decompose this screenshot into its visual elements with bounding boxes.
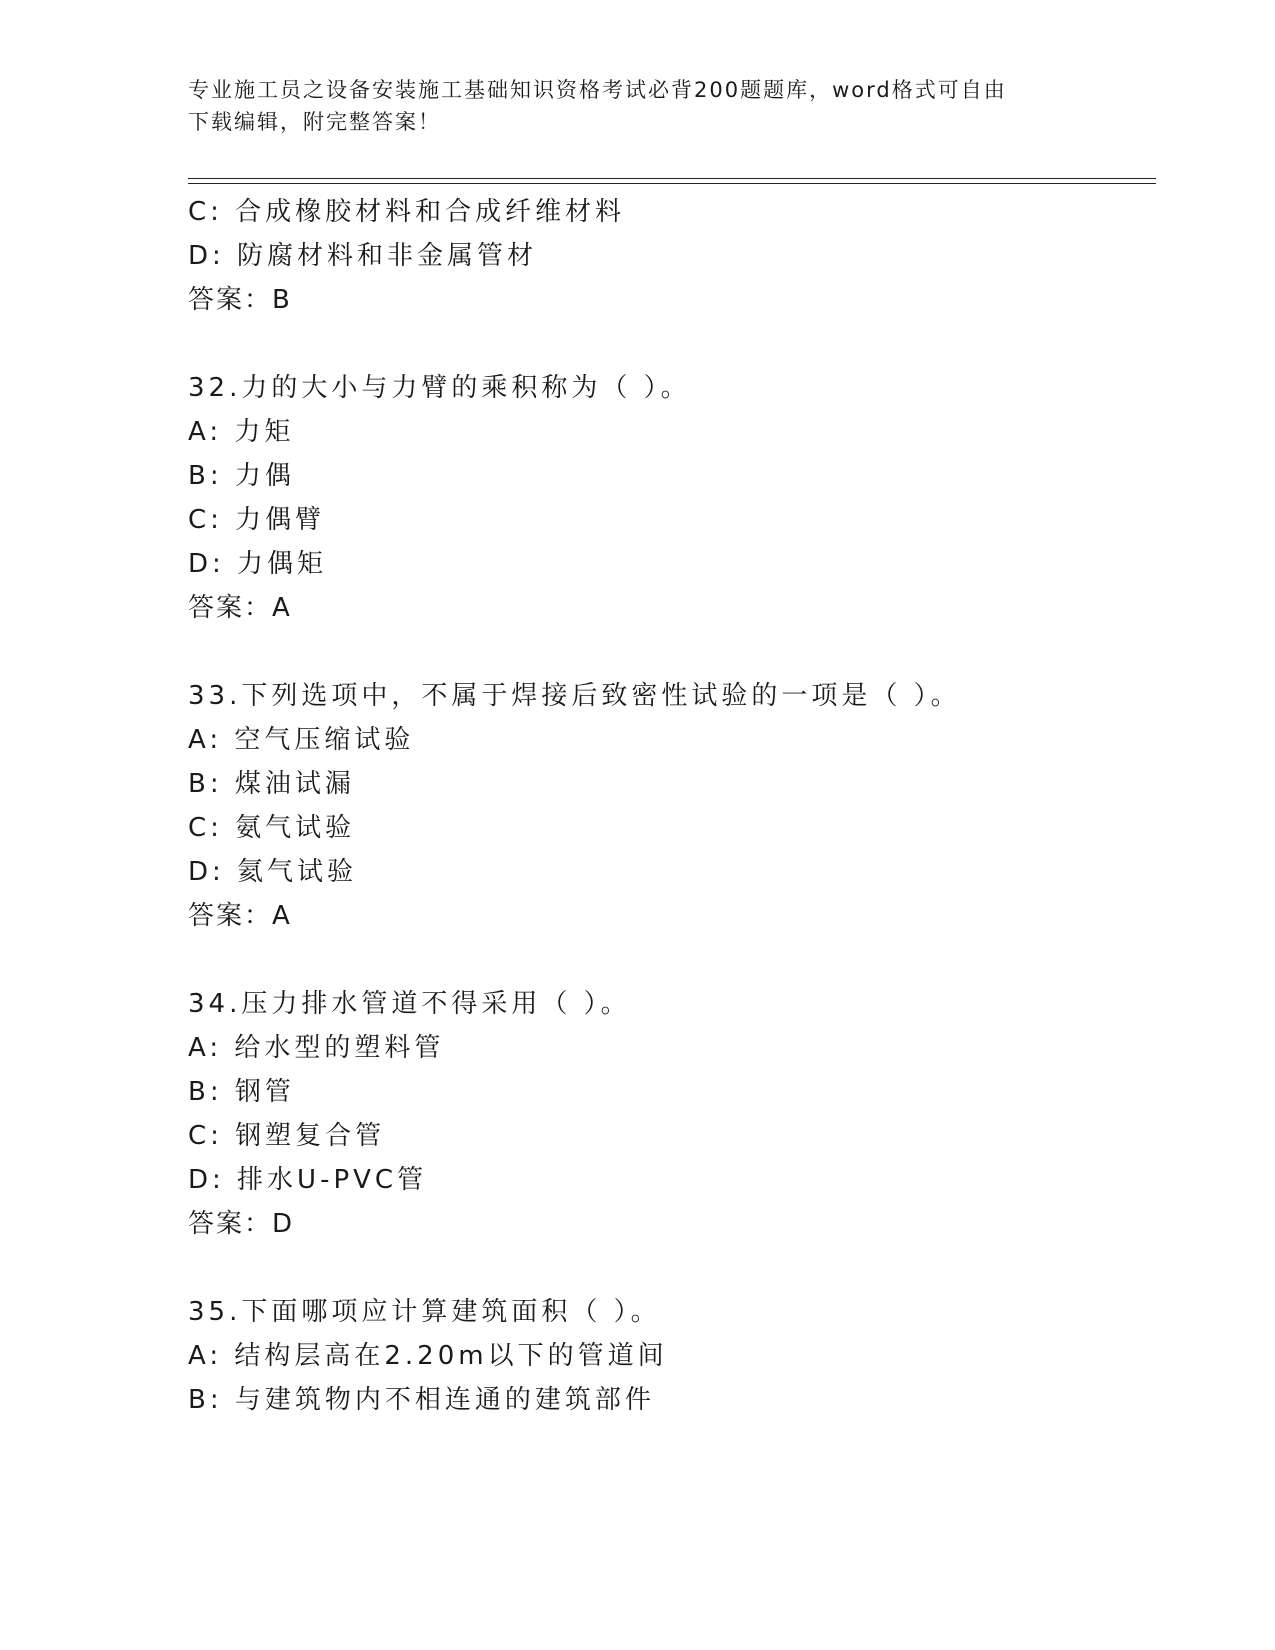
option-32-b: B: 力偶: [188, 461, 295, 491]
option-34-c: C: 钢塑复合管: [188, 1121, 386, 1151]
answer-31: 答案：B: [188, 285, 292, 315]
option-35-b: B: 与建筑物内不相连通的建筑部件: [188, 1385, 655, 1415]
option-34-b: B: 钢管: [188, 1077, 295, 1107]
option-32-c: C: 力偶臂: [188, 505, 326, 535]
header-rule-top: [188, 178, 1156, 179]
option-33-b: B: 煤油试漏: [188, 769, 355, 799]
option-35-a: A: 结构层高在2.20m以下的管道间: [188, 1341, 668, 1371]
question-33-stem: 33.下列选项中，不属于焊接后致密性试验的一项是（ ）。: [188, 681, 961, 711]
option-34-d: D: 排水U-PVC管: [188, 1165, 428, 1195]
question-35-stem: 35.下面哪项应计算建筑面积（ ）。: [188, 1297, 661, 1327]
option-31-c: C: 合成橡胶材料和合成纤维材料: [188, 197, 626, 227]
option-31-d: D: 防腐材料和非金属管材: [188, 241, 538, 271]
option-33-c: C: 氨气试验: [188, 813, 356, 843]
answer-32: 答案：A: [188, 593, 292, 623]
option-33-d: D: 氦气试验: [188, 857, 358, 887]
header-rule-bottom: [188, 183, 1156, 184]
option-33-a: A: 空气压缩试验: [188, 725, 415, 755]
header-line-2: 下载编辑，附完整答案！: [188, 110, 441, 134]
option-32-a: A: 力矩: [188, 417, 295, 447]
answer-33: 答案：A: [188, 901, 292, 931]
answer-34: 答案：D: [188, 1209, 295, 1239]
question-32-stem: 32.力的大小与力臂的乘积称为（ ）。: [188, 373, 691, 403]
document-header: [188, 74, 1088, 138]
option-34-a: A: 给水型的塑料管: [188, 1033, 445, 1063]
question-34-stem: 34.压力排水管道不得采用（ ）。: [188, 989, 631, 1019]
option-32-d: D: 力偶矩: [188, 549, 328, 579]
header-line-1: 专业施工员之设备安装施工基础知识资格考试必背200题题库，word格式可自由: [188, 78, 1007, 102]
